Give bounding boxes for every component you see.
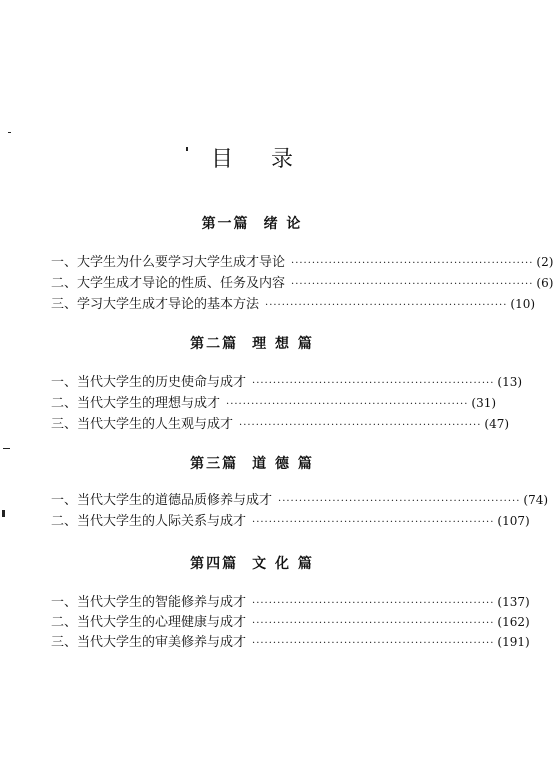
toc-entry[interactable] [51, 634, 530, 652]
part-number: 第三篇 [190, 456, 239, 472]
part-name: 文 化 篇 [252, 556, 314, 572]
toc-entry[interactable] [51, 614, 530, 632]
entry-label: 一、大学生为什么要学习大学生成才导论 [51, 255, 286, 270]
entry-label: 二、当代大学生的人际关系与成才 [51, 514, 247, 529]
dot-leader: ·························································· [252, 598, 495, 609]
part-name: 理 想 篇 [252, 336, 314, 352]
entry-label: 二、当代大学生的心理健康与成才 [51, 615, 247, 630]
part-number: 第四篇 [190, 556, 239, 572]
toc-entry[interactable] [51, 254, 553, 272]
entry-label: 二、大学生成才导论的性质、任务及内容 [51, 276, 286, 291]
dot-leader: ·························································· [291, 279, 534, 290]
entry-label: 一、当代大学生的道德品质修养与成才 [51, 493, 273, 508]
entry-page: (162) [497, 615, 530, 629]
dot-leader: ·························································· [252, 378, 495, 389]
dot-leader: ·························································· [252, 517, 495, 528]
dot-leader: ·························································· [239, 420, 482, 431]
toc-entry[interactable] [51, 275, 553, 293]
entry-label: 三、当代大学生的人生观与成才 [51, 417, 234, 432]
entry-label: 三、学习大学生成才导论的基本方法 [51, 297, 260, 312]
entry-label: 三、当代大学生的审美修养与成才 [51, 635, 247, 650]
part-number: 第二篇 [190, 336, 239, 352]
entry-label: 二、当代大学生的理想与成才 [51, 396, 221, 411]
toc-entry[interactable] [51, 395, 497, 413]
part-name: 绪 论 [263, 216, 303, 232]
toc-entry[interactable] [51, 492, 549, 510]
part-heading-2 [0, 333, 504, 353]
part-heading-4 [0, 553, 504, 573]
title-char-right: 录 [271, 147, 294, 172]
scan-speck [186, 147, 188, 151]
dot-leader: ·························································· [252, 618, 495, 629]
entry-page: (107) [497, 514, 530, 528]
part-name: 道 德 篇 [252, 456, 314, 472]
dot-leader: ·························································· [265, 300, 508, 311]
part-heading-1 [0, 213, 504, 233]
dot-leader: ·························································· [278, 496, 521, 507]
entry-page: (191) [497, 635, 530, 649]
dot-leader: ·························································· [291, 258, 534, 269]
entry-page: (137) [497, 595, 530, 609]
scan-speck [3, 448, 10, 449]
dot-leader: ·························································· [226, 399, 469, 410]
scan-speck [2, 510, 5, 517]
entry-page: (47) [484, 417, 510, 431]
entry-page: (13) [497, 375, 523, 389]
part-heading-3 [0, 453, 504, 473]
scan-speck [8, 132, 11, 133]
toc-entry[interactable] [51, 594, 530, 612]
title-char-left: 目 [210, 147, 233, 172]
toc-entry[interactable] [51, 374, 523, 392]
entry-page: (2) [536, 255, 553, 269]
entry-label: 一、当代大学生的历史使命与成才 [51, 375, 247, 390]
toc-entry[interactable] [51, 513, 530, 531]
part-number: 第一篇 [201, 216, 250, 232]
toc-entry[interactable] [51, 416, 510, 434]
dot-leader: ·························································· [252, 638, 495, 649]
toc-entry[interactable] [51, 296, 536, 314]
entry-page: (6) [536, 276, 553, 290]
entry-page: (74) [523, 493, 549, 507]
entry-page: (10) [510, 297, 536, 311]
entry-label: 一、当代大学生的智能修养与成才 [51, 595, 247, 610]
page-title [0, 142, 504, 173]
entry-page: (31) [471, 396, 497, 410]
